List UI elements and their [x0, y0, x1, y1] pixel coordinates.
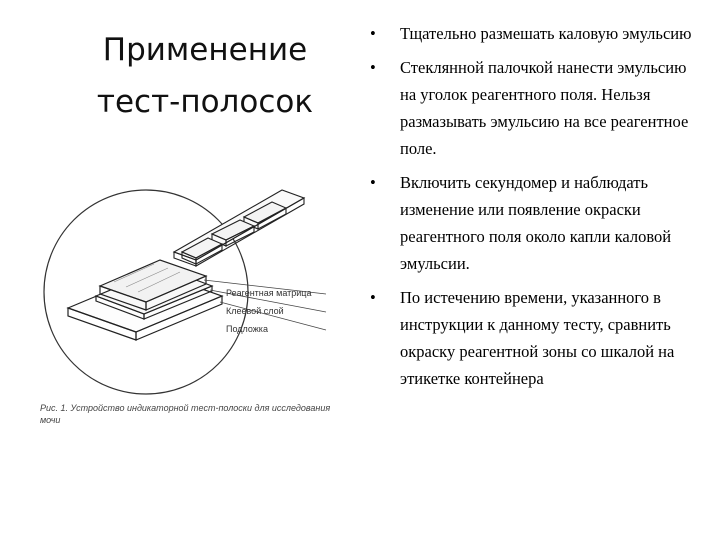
- label-reagent-matrix: Реагентная матрица: [226, 288, 312, 298]
- label-substrate: Подложка: [226, 324, 268, 334]
- test-strip-figure: [34, 160, 354, 440]
- slide-title: Применение тест-полосок: [96, 32, 314, 120]
- bullet-item: [365, 20, 695, 47]
- layer-labels: [226, 288, 311, 334]
- bullet-text: Тщательно размешать каловую эмульсию: [400, 24, 692, 43]
- bullet-dot: •: [370, 58, 376, 77]
- figure-caption: Рис. 1. Устройство индикаторной тест-полоски для исследования мочи: [40, 403, 331, 425]
- bullet-dot: •: [370, 24, 376, 43]
- bullet-dot: •: [370, 173, 376, 192]
- bullet-list: [365, 20, 695, 399]
- bullet-item: [365, 284, 695, 392]
- bullet-text: Включить секундомер и наблюдать изменение или появление окраски реагентного поля около капли каловой эмульсии.: [400, 173, 672, 273]
- bullet-text: По истечению времени, указанного в инструкции к данному тесту, сравнить окраску реагентной зоны со шкалой на этикетке контейнера: [400, 288, 675, 388]
- bullet-dot: •: [370, 288, 376, 307]
- test-strip-diagram: [34, 160, 354, 440]
- strip-enlarged-section: [68, 260, 222, 340]
- bullet-item: [365, 54, 695, 162]
- bullet-text: Стеклянной палочкой нанести эмульсию на уголок реагентного поля. Нельзя размазывать эмульсию на все реагентное поле.: [400, 58, 689, 158]
- label-adhesive-layer: Клеевой слой: [226, 306, 284, 316]
- bullet-item: [365, 169, 695, 277]
